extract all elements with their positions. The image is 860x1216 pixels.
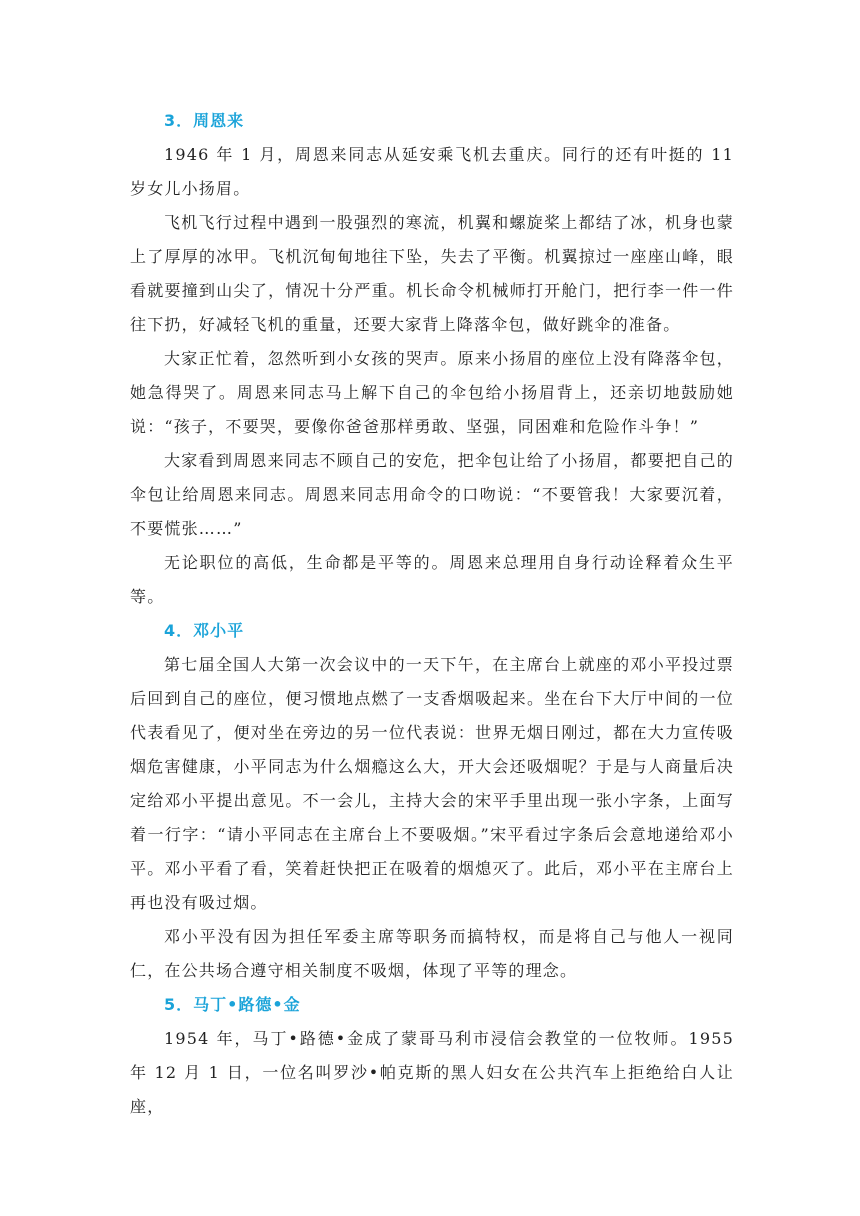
section-heading-deng-xiaoping: 4．邓小平 <box>164 621 245 640</box>
paragraph: 第七届全国人大第一次会议中的一天下午，在主席台上就座的邓小平投过票后回到自己的座位，便习惯地点燃了一支香烟吸起来。坐在台下大厅中间的一位代表看见了，便对坐在旁边的另一位代表说：世界无烟日刚过，都在大力宣传吸烟危害健康，小平同志为什么烟瘾这么大，开大会还吸烟呢？于是与人商量后决定给邓小平提出意见。不一会儿，主持大会的宋平手里出现一张小字条，上面写着一行字：“请小平同志在主席台上不要吸烟。”宋平看过字条后会意地递给邓小平。邓小平看了看，笑着赶快把正在吸着的烟熄灭了。此后，邓小平在主席台上再也没有吸过烟。 <box>130 655 734 912</box>
paragraph: 1946 年 1 月，周恩来同志从延安乘飞机去重庆。同行的还有叶挺的 11 岁女儿小扬眉。 <box>130 145 734 198</box>
paragraph: 飞机飞行过程中遇到一股强烈的寒流，机翼和螺旋桨上都结了冰，机身也蒙上了厚厚的冰甲。飞机沉甸甸地往下坠，失去了平衡。机翼掠过一座座山峰，眼看就要撞到山尖了，情况十分严重。机长命令机械师打开舱门，把行李一件一件往下扔，好减轻飞机的重量，还要大家背上降落伞包，做好跳伞的准备。 <box>130 213 734 334</box>
paragraph: 邓小平没有因为担任军委主席等职务而搞特权，而是将自己与他人一视同仁，在公共场合遵守相关制度不吸烟，体现了平等的理念。 <box>130 927 734 980</box>
section-heading-zhou-enlai: 3．周恩来 <box>164 111 245 130</box>
paragraph: 大家看到周恩来同志不顾自己的安危，把伞包让给了小扬眉，都要把自己的伞包让给周恩来同志。周恩来同志用命令的口吻说：“不要管我！大家要沉着，不要慌张……” <box>130 451 734 538</box>
section-heading-martin-luther-king: 5．马丁•路德•金 <box>164 995 301 1014</box>
document-body <box>130 104 734 1124</box>
paragraph: 无论职位的高低，生命都是平等的。周恩来总理用自身行动诠释着众生平等。 <box>130 553 734 606</box>
paragraph: 大家正忙着，忽然听到小女孩的哭声。原来小扬眉的座位上没有降落伞包，她急得哭了。周恩来同志马上解下自己的伞包给小扬眉背上，还亲切地鼓励她说：“孩子，不要哭，要像你爸爸那样勇敢、坚强，同困难和危险作斗争！” <box>130 349 734 436</box>
paragraph: 1954 年，马丁•路德•金成了蒙哥马利市浸信会教堂的一位牧师。1955 年 12 月 1 日，一位名叫罗沙•帕克斯的黑人妇女在公共汽车上拒绝给白人让座， <box>130 1029 734 1116</box>
